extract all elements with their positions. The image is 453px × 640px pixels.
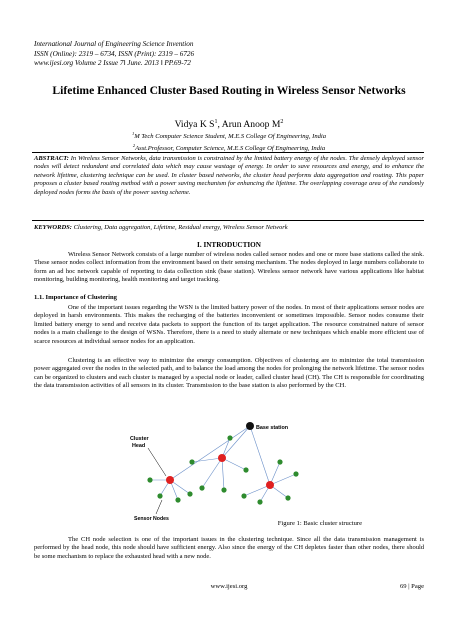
base-station-label: Base station xyxy=(256,425,289,431)
label-pointer xyxy=(148,448,166,476)
section-heading: I. INTRODUCTION xyxy=(197,241,261,249)
link-line xyxy=(192,458,222,462)
author-separator: , xyxy=(217,119,222,131)
sensor-node xyxy=(187,491,192,496)
abstract-text: In Wireless Sensor Networks, data transmission is constrained by the limited battery energy of the nodes. The densely deployed sensor nodes will detect redundant and correlated data which may cause wastage of energy. In order to save resources and energy, and to enhance the network lifetime, clustering technique can be used. In cluster based networks, the cluster head performs data aggregation and routing. This paper proposes a cluster based routing method with a power saving mechanism for enhancing the lifetime. The overlapping coverage area of the randomly deployed nodes forms the basis of the power saving scheme. xyxy=(34,155,424,196)
author-name: Arun Anoop M xyxy=(221,119,281,131)
sensor-node xyxy=(227,435,232,440)
sensor-node xyxy=(285,495,290,500)
affiliations xyxy=(34,130,424,154)
affiliation-line: $^2$Asst.Professor, Computer Science, M.E.S College Of Engineering, India xyxy=(132,142,326,152)
cluster-head-node xyxy=(218,454,226,462)
page-number: 69 | Page xyxy=(399,583,424,590)
sensor-node xyxy=(199,485,204,490)
author-name: Vidya K S xyxy=(174,119,215,131)
journal-issn: ISSN (Online): 2319 – 6734, ISSN (Print): 2319 – 6726 xyxy=(34,49,195,58)
sensor-node xyxy=(147,477,152,482)
paragraph: The CH node selection is one of the important issues in the clustering technique. Since all the data transmission management is performed by the head node, this node should have sufficient energy. Also since the energy of the CH depletes faster than other nodes, there should be some mechanism to replace the exhausted head with a new node. xyxy=(34,536,424,560)
figure-caption: Figure 1: Basic cluster structure xyxy=(277,520,362,527)
sensor-node xyxy=(189,459,194,464)
cluster-head-label: Head xyxy=(132,443,146,449)
cluster-structure-figure xyxy=(120,418,330,536)
author-superscript: 2 xyxy=(280,119,284,125)
paragraph: Clustering is an effective way to minimize the energy consumption. Objectives of clustering are to minimize the total transmission power aggregated over the nodes in the selected path, and to balance the load among the nodes for prolonging the network lifetime. The sensor nodes can be organized to clusters and each cluster is managed by a special node or leader, called cluster head (CH). The CH is responsible for coordinating the data transmission activities of all sensors in its cluster. Transmission to the base station is also performed by the CH. xyxy=(34,357,424,390)
label-pointer xyxy=(156,500,162,514)
paragraph: Wireless Sensor Network consists of a large number of wireless nodes called sensor nodes and one or more base stations called the sink. These sensor nodes collect information from the environment based on their sensing mechanism. The nodes deployed in large numbers collaborate to form an ad hoc network capable of reporting to data collection sink (base station). Wireless sensor network have various applications like habitat monitoring, building monitoring, health monitoring and target tracking. xyxy=(34,251,424,284)
link-line xyxy=(222,458,246,470)
journal-name: International Journal of Engineering Science Invention xyxy=(34,40,194,48)
author-line xyxy=(34,116,424,131)
affiliation-line: $^1$M Tech Computer Science Student, M.E.S College Of Engineering, India xyxy=(131,131,327,141)
link-line xyxy=(244,485,270,496)
cluster-head-node xyxy=(266,481,274,489)
sensor-nodes-label: Sensor Nodes xyxy=(134,516,169,522)
keywords xyxy=(34,224,424,232)
abstract xyxy=(34,155,424,197)
keywords-label: KEYWORDS: xyxy=(34,224,72,231)
cluster-head-label: Cluster xyxy=(130,436,149,442)
keywords-text: Clustering, Data aggregation, Lifetime, Residual energy, Wireless Sensor Network xyxy=(71,224,288,231)
sensor-node xyxy=(243,467,248,472)
link-line xyxy=(250,426,270,485)
footer-url[interactable]: www.ijesi.org xyxy=(210,583,248,590)
divider-line xyxy=(32,220,424,221)
abstract-label: ABSTRACT: xyxy=(34,155,69,162)
base-station-node xyxy=(246,422,254,430)
sensor-node xyxy=(157,493,162,498)
sensor-node xyxy=(293,471,298,476)
link-line xyxy=(202,458,222,488)
journal-volume: www.ijesi.org Volume 2 Issue 7ǁ June. 2013 ǁ PP.69-72 xyxy=(34,59,191,68)
divider-line xyxy=(32,152,424,153)
link-line xyxy=(222,458,224,490)
journal-header xyxy=(34,40,424,69)
sensor-node xyxy=(241,493,246,498)
sensor-node xyxy=(221,487,226,492)
paragraph: One of the important issues regarding the WSN is the limited battery power of the nodes. In most of their applications sensor nodes are deployed in harsh environments. This makes the recharging of the batteries inconvenient or sometimes impossible. Sensor nodes consume their limited battery energy to send and receive data packets to support the function of its target application. The resource constrained nature of sensor nodes is a main challenge to the design of WSNs. Therefore, there is a need to study alternate or new techniques which enable more efficient use of scarce resources at individual sensor nodes for an application. xyxy=(34,304,424,345)
sensor-node xyxy=(175,497,180,502)
subsection-heading: 1.1. Importance of Clustering xyxy=(34,294,117,301)
link-line xyxy=(170,426,250,480)
sensor-node xyxy=(257,499,262,504)
sensor-node xyxy=(277,459,282,464)
cluster-head-node xyxy=(166,476,174,484)
author-superscript: 1 xyxy=(214,119,218,125)
paper-title: Lifetime Enhanced Cluster Based Routing in Wireless Sensor Networks xyxy=(52,84,406,97)
